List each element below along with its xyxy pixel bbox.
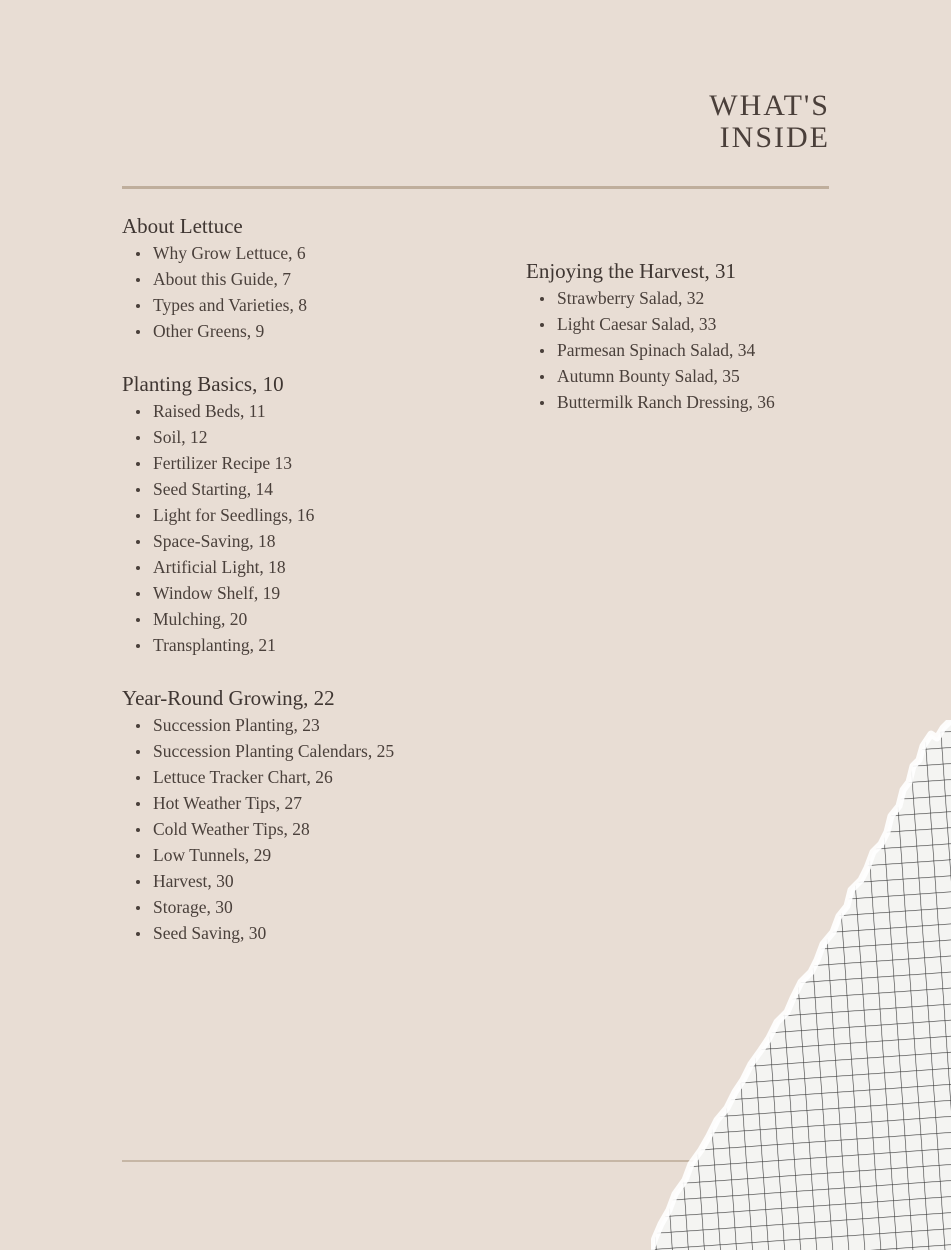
title-line-1: WHAT'S (709, 89, 830, 122)
toc-section-enjoying-the-harvest (526, 258, 846, 415)
toc-section-planting-basics (122, 371, 442, 658)
toc-item[interactable]: Seed Saving, 30 (153, 920, 418, 946)
toc-left-column (122, 213, 442, 973)
toc-item[interactable]: Mulching, 20 (153, 606, 418, 632)
toc-item[interactable]: Light for Seedlings, 16 (153, 502, 418, 528)
toc-item[interactable]: Buttermilk Ranch Dressing, 36 (557, 389, 822, 415)
toc-item[interactable]: About this Guide, 7 (153, 266, 418, 292)
toc-item[interactable]: Soil, 12 (153, 424, 418, 450)
toc-item[interactable]: Cold Weather Tips, 28 (153, 816, 418, 842)
toc-item[interactable]: Succession Planting Calendars, 25 (153, 738, 418, 764)
toc-item[interactable]: Strawberry Salad, 32 (557, 285, 822, 311)
toc-item[interactable]: Seed Starting, 14 (153, 476, 418, 502)
toc-item[interactable]: Other Greens, 9 (153, 318, 418, 344)
toc-item[interactable]: Hot Weather Tips, 27 (153, 790, 418, 816)
top-divider (122, 186, 829, 189)
section-title[interactable]: Planting Basics, 10 (122, 372, 284, 396)
title-line-2: INSIDE (719, 121, 830, 154)
section-title[interactable]: Year-Round Growing, 22 (122, 686, 335, 710)
toc-item[interactable]: Transplanting, 21 (153, 632, 418, 658)
toc-item[interactable]: Harvest, 30 (153, 868, 418, 894)
toc-item[interactable]: Why Grow Lettuce, 6 (153, 240, 418, 266)
toc-section-about-lettuce (122, 213, 442, 344)
toc-item[interactable]: Raised Beds, 11 (153, 398, 418, 424)
toc-item[interactable]: Lettuce Tracker Chart, 26 (153, 764, 418, 790)
section-items (122, 712, 442, 946)
toc-item[interactable]: Fertilizer Recipe 13 (153, 450, 418, 476)
toc-item[interactable]: Light Caesar Salad, 33 (557, 311, 822, 337)
section-items (122, 240, 442, 344)
bottom-divider (122, 1160, 722, 1162)
section-items (122, 398, 442, 658)
section-items (526, 285, 846, 415)
toc-section-year-round-growing (122, 685, 442, 946)
torn-grid-paper-icon (651, 720, 951, 1250)
toc-item[interactable]: Low Tunnels, 29 (153, 842, 418, 868)
section-title[interactable]: About Lettuce (122, 214, 243, 238)
section-title[interactable]: Enjoying the Harvest, 31 (526, 259, 736, 283)
page-title (709, 90, 830, 154)
toc-item[interactable]: Parmesan Spinach Salad, 34 (557, 337, 822, 363)
toc-item[interactable]: Storage, 30 (153, 894, 418, 920)
toc-item[interactable]: Autumn Bounty Salad, 35 (557, 363, 822, 389)
toc-item[interactable]: Window Shelf, 19 (153, 580, 418, 606)
toc-item[interactable]: Succession Planting, 23 (153, 712, 418, 738)
toc-item[interactable]: Space-Saving, 18 (153, 528, 418, 554)
toc-right-column (526, 258, 846, 442)
toc-item[interactable]: Artificial Light, 18 (153, 554, 418, 580)
toc-item[interactable]: Types and Varieties, 8 (153, 292, 418, 318)
